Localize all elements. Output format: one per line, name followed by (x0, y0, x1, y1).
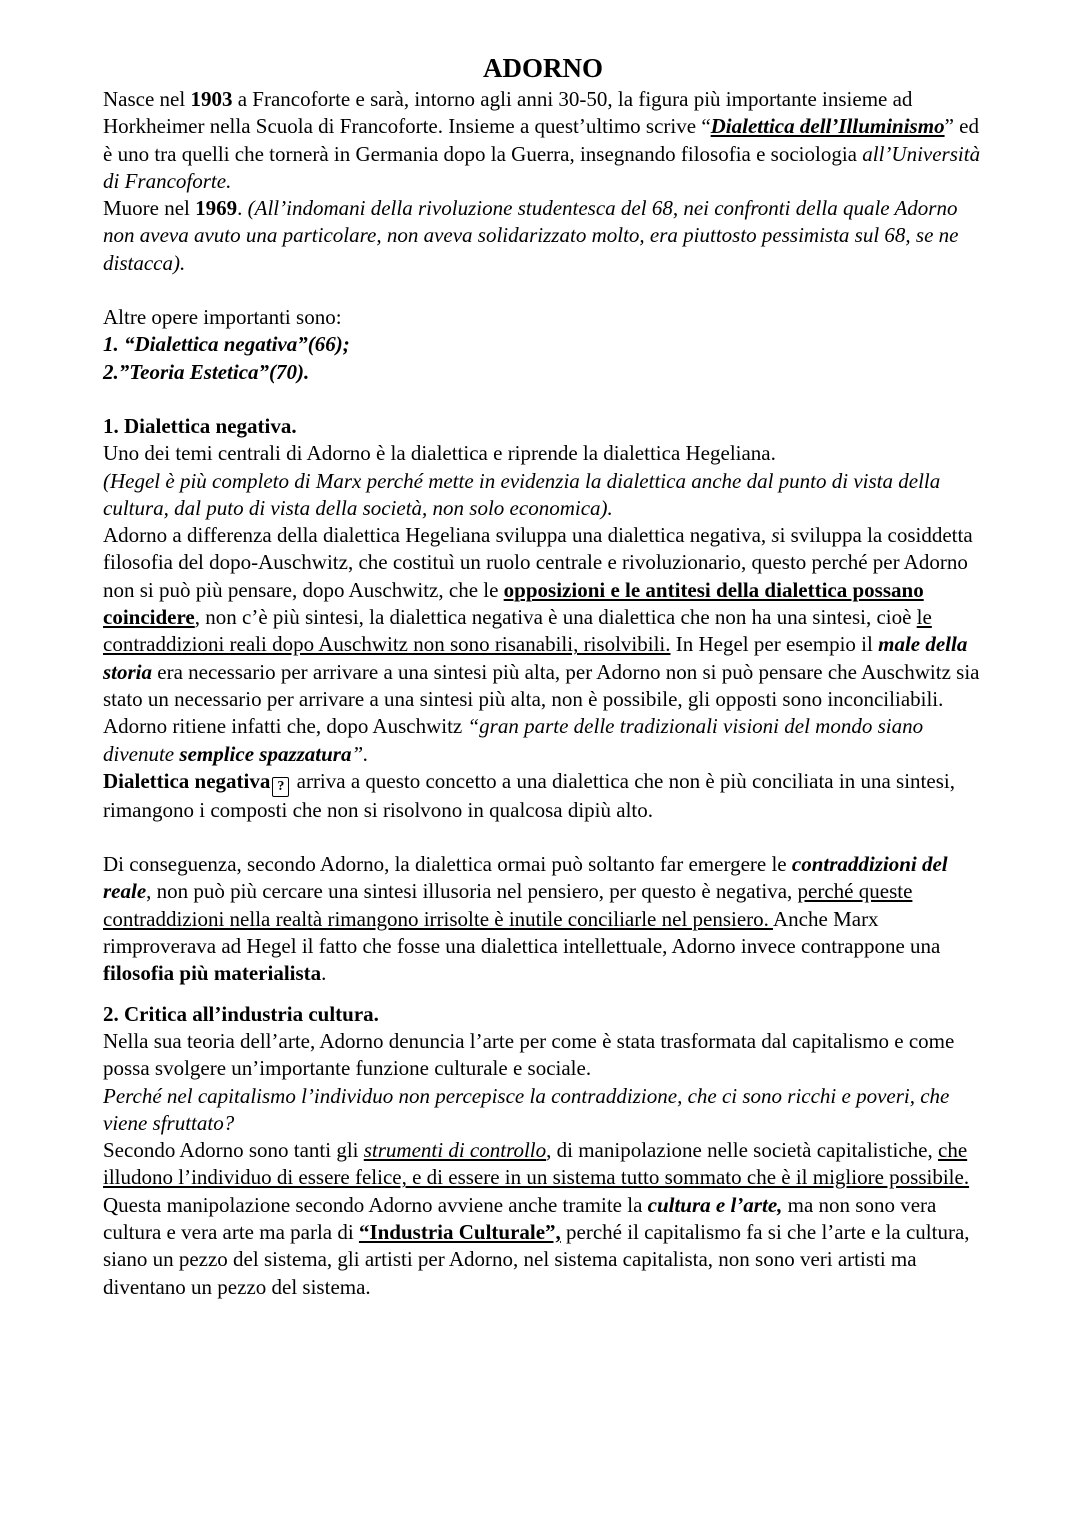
birth-year: 1903 (190, 87, 233, 111)
intro-paragraph: Nasce nel 1903 a Francoforte e sarà, intorno agli anni 30-50, la figura più importante insieme ad Horkheimer nella Scuola di Francoforte. Insieme a quest’ultimo scrive “Dialettica dell’Illuminismo” ed è uno tra quelli che tornerà in Germania dopo la Guerra, insegnando filosofia e sociologia all’Università di Francoforte. (103, 87, 981, 193)
works-heading: Altre opere importanti sono: (103, 305, 342, 330)
death-year: 1969 (195, 196, 238, 221)
works-item-2: 2.”Teoria Estetica”(70). (103, 359, 310, 384)
section-1-paragraph-4: Di conseguenza, secondo Adorno, la dialettica ormai può soltanto far emergere le contraddizioni del reale, non può più cercare una sintesi illusoria nel pensiero, per questo è negativa, perché queste contraddizioni nella realtà rimangono irrisolte è inutile conciliarle nel pensiero. Anche Marx rimproverava ad Hegel il fatto che fosse una dialettica intellettuale, Adorno invece contrappone una filosofia più materialista. (103, 852, 948, 986)
section-1-paragraph-3: Dialettica negativa ? arriva a questo concetto a una dialettica che non è più conciliata in una sintesi, rimangono i composti che non si risolvono in qualcosa dipiù alto. (103, 768, 955, 822)
section-1-paragraph-2: Adorno a differenza della dialettica Hegeliana sviluppa una dialettica negativa, si sviluppa la cosiddetta filosofia del dopo-Auschwitz, che costituì un ruolo centrale e rivoluzionario, questo perché per Adorno non si può più pensare, dopo Auschwitz, che le opposizioni e le antitesi della dialettica possano coincidere, non c’è più sintesi, la dialettica negativa è una dialettica che non ha una sintesi, cioè le contraddizioni reali dopo Auschwitz non sono risanabili, risolvibili. In Hegel per esempio il male della storia era necessario per arrivare a una sintesi più alta, per Adorno non si può pensare che Auschwitz sia stato un necessario per arrivare a una sintesi più alta, non è possibile, gli opposti sono inconciliabili. Adorno ritiene infatti che, dopo Auschwitz “gran parte delle tradizionali visioni del mondo siano divenute semplice spazzatura”. (103, 523, 980, 766)
section-2-paragraph-2: Secondo Adorno sono tanti gli strumenti di controllo, di manipolazione nelle società capitalistiche, che illudono l’individuo di essere felice, e di essere in un sistema tutto sommato che è il migliore possibile. (103, 1138, 970, 1190)
section-2-heading: 2. Critica all’industria cultura. (103, 1001, 379, 1026)
book-title: Dialettica dell’Illuminismo (710, 114, 945, 139)
death-note: (All’indomani della rivoluzione studentesca del 68, nei confronti della quale Adorno non aveva avuto una particolare, non aveva solidarizzato molto, era piuttosto pessimista sul 68, se ne distacca). (103, 196, 959, 275)
section-1-note: (Hegel è più completo di Marx perché mette in evidenzia la dialettica anche dal punto di vista della cultura, dal puto di vista della società, non solo economica). (103, 468, 941, 520)
section-2-question: Perché nel capitalismo l’individuo non percepisce la contraddizione, che ci sono ricchi e poveri, che viene sfruttato? (103, 1083, 950, 1135)
section-2-paragraph-3: Questa manipolazione secondo Adorno avviene anche tramite la cultura e l’arte, ma non sono vera cultura e vera arte ma parla di “Industria Culturale”, perché il capitalismo fa si che l’arte e la cultura, siano un pezzo del sistema, gli artisti per Adorno, nel sistema capitalista, non sono veri artisti ma diventano un pezzo del sistema. (103, 1192, 970, 1299)
question-box-icon: ? (272, 777, 289, 797)
section-2-paragraph-1: Nella sua teoria dell’arte, Adorno denuncia l’arte per come è stata trasformata dal capitalismo e come possa svolgere un’importante funzione culturale e sociale. (103, 1028, 955, 1081)
section-1-heading: 1. Dialettica negativa. (103, 413, 297, 438)
document-body (103, 52, 983, 1301)
works-item-1: 1. “Dialettica negativa”(66); (103, 332, 350, 357)
university-name: all’Università di Francoforte. (103, 141, 981, 193)
death-paragraph: Muore nel 1969. (All’indomani della rivoluzione studentesca del 68, nei confronti della quale Adorno non aveva avuto una particolare, non aveva solidarizzato molto, era piuttosto pessimista sul 68, se ne distacca). (103, 196, 959, 275)
page-title: ADORNO (483, 53, 603, 83)
section-1-paragraph-1: Uno dei temi centrali di Adorno è la dialettica e riprende la dialettica Hegeliana. (103, 441, 776, 466)
